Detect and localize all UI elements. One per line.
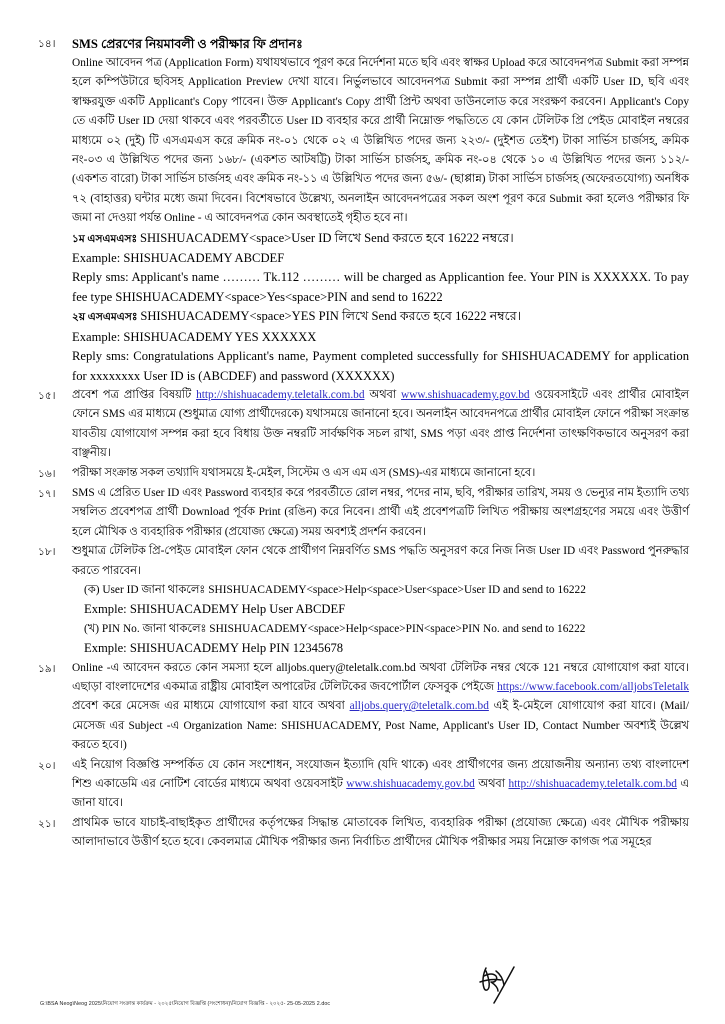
clause-20 xyxy=(38,756,689,814)
clause-18-sub-b: (খ) PIN No. জানা থাকলেঃ SHISHUACADEMY<space>Help<space>PIN<space>PIN No. and send to 16222 xyxy=(84,622,586,635)
clause-19-segment-2: অথবা টেলিটক নম্বর থেকে 121 নম্বরে যোগাযোগ করা যাবে। এছাড়া বাংলাদেশের একমাত্র রাষ্ট্রীয় মোবাইল অপারেটর টেলিটকের জবপোর্টাল ফেসবুক পেইজে xyxy=(72,661,689,693)
clause-19 xyxy=(38,659,689,756)
clause-14-number: ১৪। xyxy=(38,39,56,50)
clause-16-number: ১৬। xyxy=(38,468,56,480)
clause-19-number: ১৯। xyxy=(38,663,56,675)
clause-21-content: প্রাথমিক ভাবে যাচাই-বাছাইকৃত প্রার্থীদের কর্তৃপক্ষের সিদ্ধান্ত মোতাবেক লিখিত, ব্যবহারিক পরীক্ষা (প্রযোজ্য ক্ষেত্রে) এবং মৌখিক পরীক্ষায় আলাদাভাবে উত্তীর্ণ হতে হবে। কেবলমাত্র মৌখিক পরীক্ষার জন্য নির্বাচিত প্রার্থীদের মৌখিক পরীক্ষার সময় নিম্নোক্ত কাগজ পত্র সমূহের xyxy=(72,816,689,849)
clause-15-pre-text: প্রবেশ পত্র প্রাপ্তির বিষয়টি xyxy=(72,388,192,401)
clause-19-segment-1: Online -এ আবেদন করতে কোন সমস্যা হলে xyxy=(72,661,273,674)
clause-15-post-text: ওয়েবসাইটে এবং প্রার্থীর মোবাইল ফোনে SMS এর মাধ্যমে (শুধুমাত্র যোগ্য প্রার্থীদেরকে) যথাসময়ে জানানো হবে। অনলাইন আবেদনপত্রে প্রার্থীর মোবাইল ফোনে পরীক্ষা সংক্রান্ত যাবতীয় যোগাযোগ সম্পন্ন করা হবে বিধায় উক্ত নম্বরটি সার্বক্ষণিক সচল রাখা, SMS পড়া এবং প্রাপ্ত নির্দেশনা তাৎক্ষণিকভাবে অনুসরণ করা বাঞ্ছনীয়। xyxy=(72,388,689,460)
clause-14 xyxy=(38,34,689,386)
sms-2-text: SHISHUACADEMY<space>YES PIN লিখে Send করতে হবে 16222 নম্বরে। xyxy=(140,309,522,324)
clause-20-segment-1: এই নিয়োগ বিজ্ঞপ্তি সম্পর্কিত যে কোন সংশোধন, সংযোজন ইত্যাদি (যদি থাকে) এবং প্রার্থীগণের জন্য প্রয়োজনীয় অন্যান্য তথ্য বাংলাদেশ শিশু একাডেমি এর নোটিশ বোর্ডের মাধ্যমে অথবা ওয়েবসাইট xyxy=(72,758,689,791)
clause-14-content xyxy=(72,34,689,386)
clause-19-content xyxy=(72,659,689,756)
clause-20-number: ২০। xyxy=(38,760,56,772)
clause-15-content xyxy=(72,386,689,464)
clause-15-or: অথবা xyxy=(369,388,397,401)
footer-file-path: G:\BSA Neog\Neog 2025\নিয়োগ সংক্রান্ত কার্যক্রম - ২০২৫\নিয়োগ বিজ্ঞপ্তি (সংশোধন)\নিয়োগ বিজ্ঞপ্তি - ২০২৫- 25-05-2025 2.doc xyxy=(40,1001,331,1007)
link-facebook-alljobs-teletalk[interactable]: https://www.facebook.com/alljobsTeletalk xyxy=(497,681,689,693)
clause-17-content: SMS এ প্রেরিত User ID এবং Password ব্যবহার করে পরবর্তীতে রোল নম্বর, পদের নাম, ছবি, পরীক্ষার তারিখ, সময় ও ভেন্যুর নাম ইত্যাদি তথ্য সম্বলিত প্রবেশপত্র প্রার্থী Download পূর্বক Print (রঙিন) করে নিবেন। প্রার্থী এই প্রবেশপত্রটি লিখিত পরীক্ষায় অংশগ্রহণের সময়ে এবং উত্তীর্ণ হলে মৌখিক ও ব্যবহারিক পরীক্ষার (প্রযোজ্য ক্ষেত্রে) সময় অবশ্যই প্রদর্শন করবেন। xyxy=(72,486,689,538)
handwritten-signature xyxy=(470,962,540,1008)
clause-18-sub-a-example: Exmple: SHISHUACADEMY Help User ABCDEF xyxy=(84,602,346,617)
sms-1-line xyxy=(72,229,689,249)
sms-2-reply: Reply sms: Congratulations Applicant's name, Payment completed successfully for SHISHUACADEMY for application for xxxxxxxx User ID is (ABCDEF) and password (XXXXXX) xyxy=(72,349,689,383)
clause-18-sub-a: (ক) User ID জানা থাকলেঃ SHISHUACADEMY<space>Help<space>User<space>User ID and send to 16222 xyxy=(84,583,586,596)
clause-15 xyxy=(38,386,689,464)
clause-16 xyxy=(38,464,689,484)
clause-17-number: ১৭। xyxy=(38,488,56,500)
link-shishuacademy-gov-2[interactable]: www.shishuacademy.gov.bd xyxy=(346,778,475,791)
sms-2-example: Example: SHISHUACADEMY YES XXXXXX xyxy=(72,329,317,344)
clause-14-paragraph-1: Online আবেদন পত্র (Application Form) যথাযথভাবে পূরণ করে নির্দেশনা মতে ছবি এবং স্বাক্ষর Upload করে আবেদনপত্র Submit করা সম্পন্ন হলে কম্পিউটারে ছবিসহ Application Preview দেখা যাবে। নির্ভুলভাবে আবেদনপত্র Submit করা সম্পন্ন প্রার্থী একটি User ID, ছবি এবং স্বাক্ষরযুক্ত একটি Applicant's Copy পাবেন। উক্ত Applicant's Copy প্রার্থী প্রিন্ট অথবা ডাউনলোড করে সংরক্ষণ করবেন। Applicant's Copy তে একটি User ID দেয়া থাকবে এবং পরবর্তীতে User ID ব্যবহার করে প্রার্থী নিম্নোক্ত পদ্ধতিতে যে কোন টেলিটক প্রি পেইড মোবাইল নম্বরের মাধ্যমে ০২ (দুই) টি এসএমএস করে ক্রমিক নং-০১ থেকে ০২ এ উল্লিখিত পদের জন্য ২২৩/- (দুইশত তেইশ) টাকা সার্ভিস চার্জসহ, ক্রমিক নং-০৩ এ উল্লিখিত পদের জন্য ১৬৮/- (একশত আটষট্টি) টাকা সার্ভিস চার্জসহ, ক্রমিক নং-০৪ থেকে ১০ এ উল্লিখিত পদের জন্য ১১২/- (একশত বারো) টাকা সার্ভিস চার্জসহ এবং ক্রমিক নং-১১ এ উল্লিখিত পদের জন্য ৫৬/- (ছাপ্পান্ন) টাকা সার্ভিস চার্জসহ (অফেরতযোগ্য) অনধিক ৭২ (বাহাত্তর) ঘন্টার মধ্যে জমা দিবেন। বিশেষভাবে উল্লেখ্য, অনলাইন আবেদনপত্রের সকল অংশ পূরণ করে Submit করা হলেও পরীক্ষার ফি জমা না দেওয়া পর্যন্ত Online - এ আবেদনপত্র কোন অবস্থাতেই গৃহীত হবে না। xyxy=(72,57,689,225)
clause-18-content xyxy=(72,542,689,658)
clause-18 xyxy=(38,542,689,658)
link-teletalk-portal-2[interactable]: http://shishuacademy.teletalk.com.bd xyxy=(508,778,677,791)
section-heading: SMS প্রেরণের নিয়মাবলী ও পরীক্ষার ফি প্রদানঃ xyxy=(72,37,303,51)
clause-19-segment-4: এই ই-মেইলে যোগাযোগ করা যাবে। (Mail/মেসেজ এর Subject -এ Organization Name: SHISHUACADEMY, Post Name, Applicant's User ID, Contact Number অবশ্যই উল্লেখ করতে হবে।) xyxy=(72,700,689,752)
clause-18-intro: শুধুমাত্র টেলিটক প্রি-পেইড মোবাইল ফোন থেকে প্রার্থীগণ নিম্নবর্ণিত SMS পদ্ধতি অনুসরণ করে নিজ নিজ User ID এবং Password পুনরুদ্ধার করতে পারবেন। xyxy=(72,545,689,577)
clause-19-segment-3: প্রবেশ করে মেসেজ এর মাধ্যমে যোগাযোগ করা যাবে অথবা xyxy=(72,700,345,713)
clause-18-sub-b-example: Exmple: SHISHUACADEMY Help PIN 12345678 xyxy=(84,641,344,656)
sms-1-label: ১ম এসএমএসঃ xyxy=(72,233,138,245)
sms-1-reply: Reply sms: Applicant's name ……… Tk.112 ……… will be charged as Applicantion fee. Your PIN is XXXXXX. To pay fee type SHISHUACADEMY<space>Yes<space>PIN and send to 16222 xyxy=(72,270,689,304)
email-alljobs-query-1[interactable]: alljobs.query@teletalk.com.bd xyxy=(276,661,416,674)
link-shishuacademy-gov[interactable]: www.shishuacademy.gov.bd xyxy=(401,388,530,401)
link-teletalk-portal[interactable]: http://shishuacademy.teletalk.com.bd xyxy=(196,388,365,401)
sms-2-line xyxy=(72,307,689,327)
sms-2-label: ২য় এসএমএসঃ xyxy=(72,312,138,324)
email-alljobs-query-2[interactable]: alljobs.query@teletalk.com.bd xyxy=(349,700,489,713)
document-body xyxy=(38,34,689,853)
clause-21-number: ২১। xyxy=(38,818,56,830)
clause-16-content: পরীক্ষা সংক্রান্ত সকল তথ্যাদি যথাসময়ে ই-মেইল, সিস্টেম ও এস এম এস (SMS)-এর মাধ্যমে জানানো হবে। xyxy=(72,466,536,479)
clause-17 xyxy=(38,484,689,542)
sms-1-example: Example: SHISHUACADEMY ABCDEF xyxy=(72,251,285,266)
clause-20-content xyxy=(72,756,689,814)
clause-18-number: ১৮। xyxy=(38,547,56,559)
clause-15-number: ১৫। xyxy=(38,390,56,402)
clause-20-or: অথবা xyxy=(478,778,506,791)
clause-20-segment-3: এ জানা যাবে। xyxy=(72,778,690,810)
clause-21 xyxy=(38,814,689,853)
sms-1-text: SHISHUACADEMY<space>User ID লিখে Send করতে হবে 16222 নম্বরে। xyxy=(139,230,514,245)
